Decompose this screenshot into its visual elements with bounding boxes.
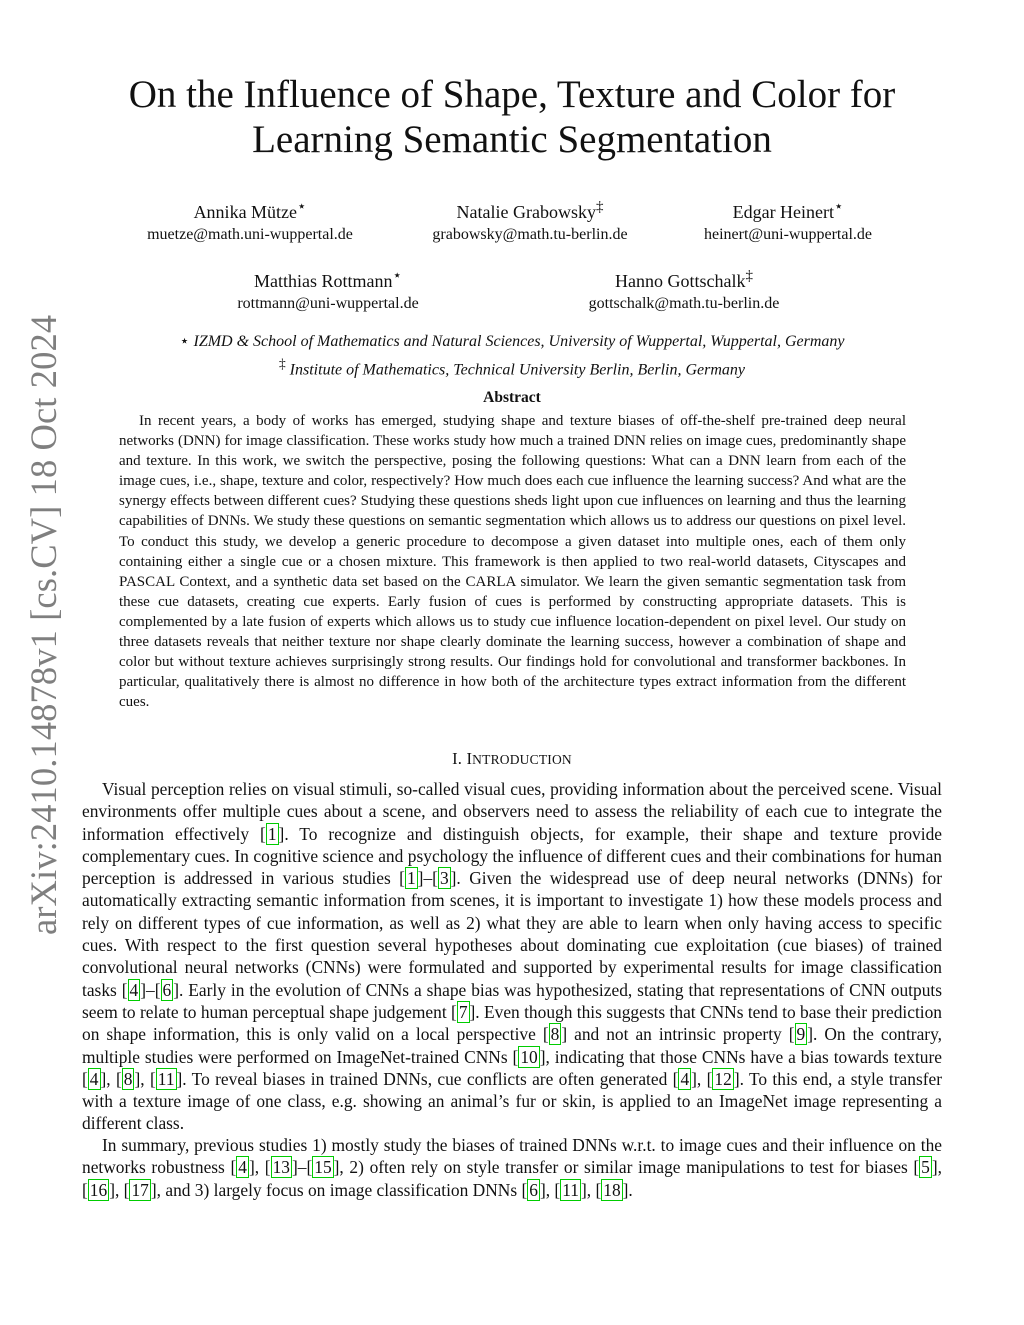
text-run: ], and 3) largely focus on image classification DNNs [ (150, 1179, 528, 1200)
citation-link[interactable]: 8 (123, 1068, 133, 1089)
author-name: Matthias Rottmann (254, 271, 393, 291)
affiliation-mark: ‡ (279, 356, 286, 371)
author-mark: ⋆ (392, 268, 402, 284)
citation-link[interactable]: 3 (439, 868, 449, 889)
text-run: In summary, previous studies 1) mostly study the biases of trained DNNs w.r.t. to image cues and their influence on the networks robustness [ (82, 1135, 942, 1178)
text-run: ], [ (248, 1157, 271, 1178)
title-line-1: On the Influence of Shape, Texture and Color for (128, 73, 896, 116)
citation-link[interactable]: 4 (680, 1068, 690, 1089)
title-line-2: Learning Semantic Segmentation (252, 118, 772, 161)
intro-paragraph-2 (82, 1134, 942, 1201)
citation-link[interactable]: 9 (796, 1024, 806, 1045)
section-number: I. (452, 749, 463, 768)
author-block (100, 195, 400, 246)
author-email: muetze@math.uni-wuppertal.de (147, 226, 353, 243)
author-block (534, 264, 834, 315)
citation-link[interactable]: 4 (238, 1157, 247, 1178)
author-name: Edgar Heinert (732, 202, 835, 222)
author-block (178, 264, 478, 315)
citation-link[interactable]: 7 (458, 1001, 468, 1022)
citation-link[interactable]: 6 (162, 979, 172, 1000)
affiliation-text: IZMD & School of Mathematics and Natural Sciences, University of Wuppertal, Wuppertal, Germany (193, 333, 845, 350)
citation-link[interactable]: 11 (562, 1179, 579, 1200)
text-run: ]. Even though this suggests that CNNs tend to base their prediction on shape information, this is only valid on a local perspective [ (82, 1001, 942, 1045)
arxiv-identifier: arXiv:2410.14878v1 [cs.CV] 18 Oct 2024 (23, 314, 64, 935)
author-name: Annika Mütze (193, 202, 298, 222)
affiliation-mark: ⋆ (179, 333, 190, 350)
citation-link[interactable]: 6 (529, 1179, 538, 1200)
text-run: ]. On the contrary, multiple studies were performed on ImageNet-trained CNNs [ (82, 1024, 943, 1067)
text-run: ]. Given the widespread use of deep neural networks (DNNs) for automatically extracting semantic information from scenes, it is important to investigate 1) how these models process and rely on different types of cue information, as well as 2) what they are able to learn when only having access to specific cues. With respect to the first question several hypotheses about dominating cue exploitation (cue biases) of trained convolutional neural networks (CNNs) were formulated and supported by experimental results for image classification tasks [ (82, 868, 943, 1000)
text-run: ]. To this end, a style transfer with a texture image of one class, e.g. showing an animal’s fur or skin, is applied to an ImageNet image representing a different class. (82, 1068, 943, 1134)
author-email: grabowsky@math.tu-berlin.de (432, 226, 628, 243)
section-rest: NTRODUCTION (472, 752, 572, 767)
author-email: gottschalk@math.tu-berlin.de (588, 295, 780, 312)
author-mark: ⋆ (834, 199, 844, 215)
citation-link[interactable]: 1 (406, 868, 416, 889)
author-email: heinert@uni-wuppertal.de (703, 226, 872, 243)
citation-link[interactable]: 12 (714, 1068, 732, 1089)
text-run: Visual perception relies on visual stimuli, so-called visual cues, providing information about the perceived scene. Visual environments offer multiple cues about a scene, and observers need to assess the reliability of each cue to integrate the information effectively [ (82, 779, 942, 844)
text-run: ], [ (539, 1179, 561, 1200)
text-run: ]–[ (140, 979, 161, 1000)
citation-link[interactable]: 8 (550, 1024, 560, 1045)
citation-link[interactable]: 13 (272, 1157, 290, 1178)
text-run: ]. To recognize and distinguish objects, for example, their shape and texture provide complementary cues. In cognitive science and psychology the influence of different cues and their combinations for human perception is addressed in various studies [ (82, 823, 942, 889)
section-first-letter: I (466, 749, 473, 768)
text-run: ]. (622, 1179, 633, 1200)
text-run: ], [ (134, 1068, 156, 1089)
citation-link[interactable]: 16 (89, 1179, 108, 1200)
text-run: ], 2) often rely on style transfer or similar image manipulations to test for biases [ (333, 1157, 920, 1178)
citation-link[interactable]: 5 (921, 1157, 930, 1178)
abstract-text: In recent years, a body of works has emerged, studying shape and texture biases of off-the-shelf pre-trained deep neural networks (DNN) for image classification. These works study how much a trained DNN relies on image cues, predominantly shape and texture. In this work, we switch the perspective, posing the following questions: What can a DNN learn from each of the image cues, i.e., shape, texture and color, respectively? How much does each cue influence the learning success? And what are the synergy effects between different cues? Studying these questions sheds light upon cue influences on learning and thus the learning capabilities of DNNs. We study these questions on semantic segmentation which allows us to address our questions on pixel level. To conduct this study, we develop a generic procedure to decompose a given dataset into multiple ones, each of them only containing either a single cue or a chosen mixture. This framework is then applied to two real-world datasets, Cityscapes and PASCAL Context, and a synthetic data set based on the CARLA simulator. We learn the given semantic segmentation task from these cue datasets, creating cue experts. Early fusion of cues is performed by constructing appropriate datasets. This is complemented by a late fusion of experts which allows us to study cue influence location-dependent on pixel level. Our study on three datasets reveals that neither texture nor shape clearly dominate the learning success, however a combination of shape and color but without texture achieves surprisingly strong results. Our findings hold for convolutional and transformer backbones. In particular, qualitatively there is almost no difference in how both of the architecture types extract information from the different cues. (119, 413, 906, 711)
affiliation-text: Institute of Mathematics, Technical University Berlin, Berlin, Germany (289, 361, 745, 379)
author-mark: ⋆ (297, 199, 307, 215)
author-name: Natalie Grabowsky (456, 202, 596, 222)
text-run: ]–[ (291, 1157, 313, 1178)
author-mark: ‡ (595, 199, 604, 215)
text-run: ], [ (109, 1179, 130, 1200)
citation-link[interactable]: 15 (314, 1157, 332, 1178)
text-run: ], [ (100, 1068, 122, 1089)
text-run: ], [ (580, 1179, 602, 1200)
text-run: ] and not an intrinsic property [ (561, 1024, 795, 1045)
affiliation-line (60, 353, 964, 381)
author-mark: ‡ (745, 268, 753, 284)
text-run: ], [ (82, 1157, 943, 1200)
author-block (648, 195, 928, 246)
citation-link[interactable]: 1 (267, 823, 277, 844)
text-run: ]. Early in the evolution of CNNs a shape bias was hypothesized, stating that representations of CNN outputs seem to relate to human perceptual shape judgement [ (82, 979, 942, 1022)
citation-link[interactable]: 4 (89, 1068, 99, 1089)
author-block (380, 195, 680, 246)
text-run: ], [ (691, 1068, 713, 1089)
intro-paragraph-1 (82, 778, 942, 1135)
citation-link[interactable]: 10 (520, 1046, 538, 1067)
affiliation-line (60, 331, 964, 353)
author-email: rottmann@uni-wuppertal.de (237, 295, 419, 312)
citation-link[interactable]: 11 (157, 1068, 175, 1089)
citation-link[interactable]: 4 (129, 979, 139, 1000)
text-run: ]–[ (417, 868, 438, 889)
text-run: ]. To reveal biases in trained DNNs, cue conflicts are often generated [ (176, 1068, 679, 1089)
section-heading (0, 749, 1024, 769)
text-run: ], indicating that those CNNs have a bias towards texture [ (82, 1046, 942, 1089)
paper-title (70, 72, 954, 162)
citation-link[interactable]: 18 (603, 1179, 621, 1200)
author-name: Hanno Gottschalk (615, 271, 746, 291)
abstract-heading: Abstract (483, 389, 541, 406)
citation-link[interactable]: 17 (131, 1179, 149, 1200)
